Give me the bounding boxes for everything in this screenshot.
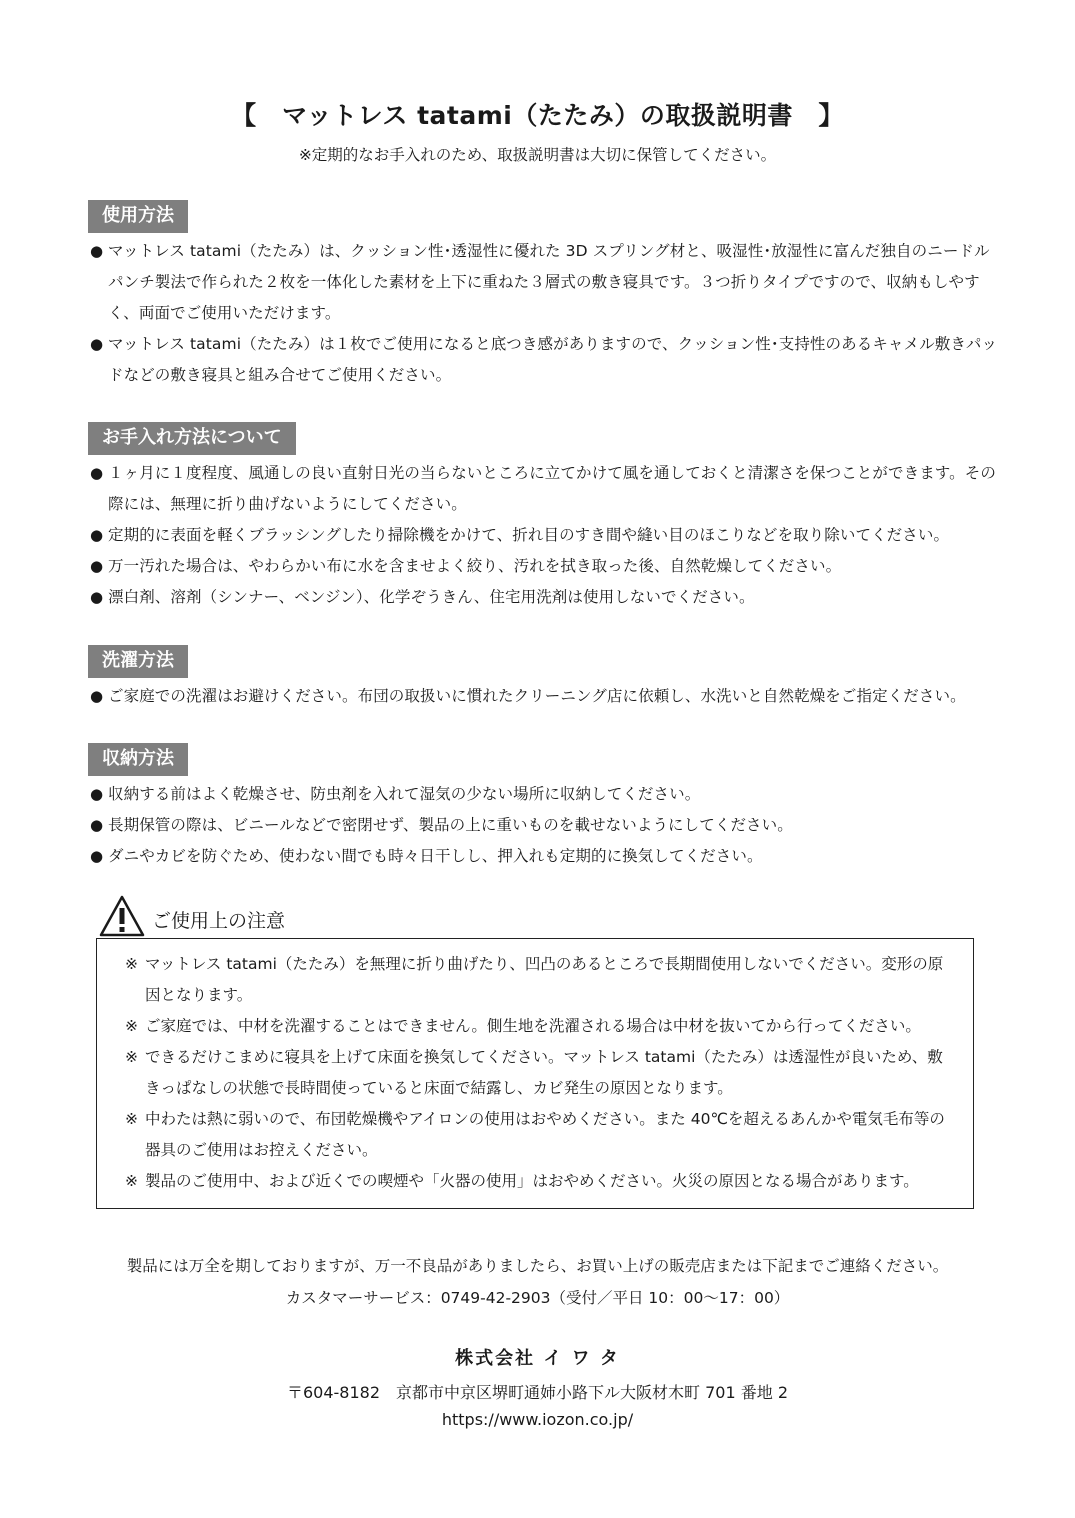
contact-notice: 製品には万全を期しておりますが、万一不良品がありましたら、お買い上げの販売店または下記までご連絡ください。: [126, 1257, 949, 1275]
page-title: 【 マットレス tatami（たたみ）の取扱説明書 】: [231, 101, 844, 130]
note-mark: ※: [125, 1110, 138, 1128]
section-heading: 使用方法: [88, 200, 188, 233]
caution-item: ※ できるだけこまめに寝具を上げて床面を換気してください。マットレス tatami（たたみ）は透湿性が良いため、敷きっぱなしの状態で長時間使っていると床面で結露し、カビ発生の原因となります。: [125, 1042, 955, 1104]
bullet-icon: ●: [90, 335, 104, 353]
note-mark: ※: [125, 1017, 138, 1035]
list-item: ● １ヶ月に１度程度、風通しの良い直射日光の当らないところに立てかけて風を通しておくと清潔さを保つことができます。その際には、無理に折り曲げないようにしてください。: [88, 458, 998, 520]
note-mark: ※: [125, 955, 138, 973]
caution-item: ※ マットレス tatami（たたみ）を無理に折り曲げたり、凹凸のあるところで長期間使用しないでください。変形の原因となります。: [125, 949, 955, 1011]
list-item: ● 定期的に表面を軽くブラッシングしたり掃除機をかけて、折れ目のすき間や縫い目のほこりなどを取り除いてください。: [88, 520, 998, 551]
caution-label: ご使用上の注意: [152, 910, 286, 932]
bullet-icon: ●: [90, 687, 104, 705]
caution-header: [98, 894, 498, 940]
bullet-icon: ●: [90, 847, 104, 865]
bullet-icon: ●: [90, 785, 104, 803]
section-heading: お手入れ方法について: [88, 422, 296, 455]
caution-item: ※ ご家庭では、中材を洗濯することはできません。側生地を洗濯される場合は中材を抜いてから行ってください。: [125, 1011, 955, 1042]
bullet-icon: ●: [90, 557, 104, 575]
list-item: ● 万一汚れた場合は、やわらかい布に水を含ませよく絞り、汚れを拭き取った後、自然乾燥してください。: [88, 551, 998, 582]
caution-box: [96, 938, 974, 1209]
section-care: [88, 422, 998, 613]
bullet-icon: ●: [90, 464, 104, 482]
company-address: 〒604-8182 京都市中京区堺町通姉小路下ル大阪材木町 701 番地 2: [286, 1383, 788, 1402]
warning-triangle-icon: [98, 894, 146, 938]
section-heading: 収納方法: [88, 743, 188, 776]
caution-item: ※ 製品のご使用中、および近くでの喫煙や「火器の使用」はおやめください。火災の原因となる場合があります。: [125, 1166, 955, 1197]
section-usage: [88, 200, 998, 391]
bullet-icon: ●: [90, 526, 104, 544]
bullet-icon: ●: [90, 816, 104, 834]
list-item: ● マットレス tatami（たたみ）は１枚でご使用になると底つき感がありますので、クッション性･支持性のあるキャメル敷きパッドなどの敷き寝具と組み合せてご使用ください。: [88, 329, 998, 391]
list-item: ● ご家庭での洗濯はお避けください。布団の取扱いに慣れたクリーニング店に依頼し、水洗いと自然乾燥をご指定ください。: [88, 681, 998, 712]
list-item: ● 漂白剤、溶剤（シンナー、ベンジン）、化学ぞうきん、住宅用洗剤は使用しないでください。: [88, 582, 998, 613]
list-item: ● ダニやカビを防ぐため、使わない間でも時々日干しし、押入れも定期的に換気してください。: [88, 841, 998, 872]
caution-item: ※ 中わたは熱に弱いので、布団乾燥機やアイロンの使用はおやめください。また 40℃を超えるあんかや電気毛布等の器具のご使用はお控えください。: [125, 1104, 955, 1166]
section-storage: [88, 743, 998, 872]
company-name: 株式会社 イ ワ タ: [455, 1348, 620, 1369]
note-mark: ※: [125, 1172, 138, 1190]
company-url[interactable]: https://www.iozon.co.jp/: [441, 1410, 634, 1429]
list-item: ● 長期保管の際は、ビニールなどで密閉せず、製品の上に重いものを載せないようにしてください。: [88, 810, 998, 841]
note-mark: ※: [125, 1048, 138, 1066]
section-heading: 洗濯方法: [88, 645, 188, 678]
customer-service: カスタマーサービス：0749-42-2903（受付／平日 10：00～17：00）: [285, 1289, 790, 1307]
list-item: ● 収納する前はよく乾燥させ、防虫剤を入れて湿気の少ない場所に収納してください。: [88, 779, 998, 810]
section-washing: [88, 645, 998, 712]
page-subtitle: ※定期的なお手入れのため、取扱説明書は大切に保管してください。: [298, 146, 777, 164]
bullet-icon: ●: [90, 588, 104, 606]
list-item: ● マットレス tatami（たたみ）は、クッション性･透湿性に優れた 3D スプリング材と、吸湿性･放湿性に富んだ独自のニードルパンチ製法で作られた２枚を一体化した素材を上下に重ねた３層式の敷き寝具です。３つ折りタイプですので、収納もしやすく、両面でご使用いただけます。: [88, 236, 998, 329]
bullet-icon: ●: [90, 242, 104, 260]
